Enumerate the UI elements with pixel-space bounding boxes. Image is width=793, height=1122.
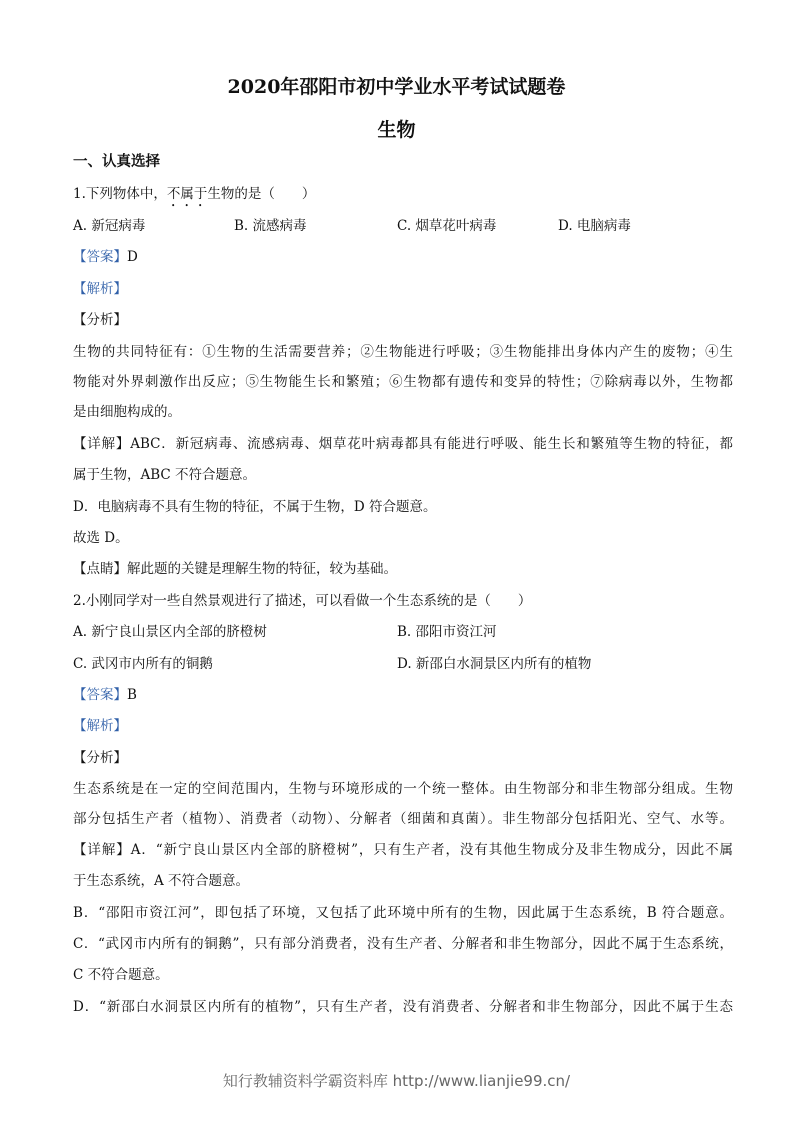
- q1-detail-line: 属于生物，ABC 不符合题意。: [73, 467, 257, 483]
- q2-option-b: B. 邵阳市资江河: [397, 624, 497, 640]
- q2-answer: [73, 683, 733, 703]
- q1-detail-line: 【详解】ABC．新冠病毒、流感病毒、烟草花叶病毒都具有能进行呼吸、能生长和繁殖等生物的特征，都: [73, 436, 733, 452]
- q1-emphasis: 不属于: [166, 186, 208, 202]
- q2-detail-line: C 不符合题意。: [73, 967, 169, 983]
- q2-detail-line: 【详解】A．“新宁良山景区内全部的脐橙树”，只有生产者，没有其他生物成分及非生物成分，因此不属: [73, 842, 733, 858]
- q2-fenxi-tag: 【分析】: [73, 750, 127, 766]
- q2-detail-line: C．“武冈市内所有的铜鹅”，只有部分消费者，没有生产者、分解者和非生物部分，因此不属于生态系统，: [73, 936, 733, 952]
- q1-detail-line: D．电脑病毒不具有生物的特征，不属于生物，D 符合题意。: [73, 499, 437, 515]
- q2-detail-line: D．“新邵白水洞景区内所有的植物”，只有生产者，没有消费者、分解者和非生物部分，因此不属于生态: [73, 999, 733, 1015]
- q2-option-d: D. 新邵白水洞景区内所有的植物: [397, 656, 592, 672]
- q1-option-a: A. 新冠病毒: [73, 218, 146, 234]
- answer-tag: 【答案】: [73, 687, 127, 703]
- answer-value: B: [127, 687, 137, 703]
- q2-analysis-line: 部分包括生产者（植物）、消费者（动物）、分解者（细菌和真菌）。非生物部分包括阳光、空气、水等。: [73, 811, 733, 827]
- q1-analysis-line: 是由细胞构成的。: [73, 404, 181, 420]
- answer-tag: 【答案】: [73, 249, 127, 265]
- q2-detail-line: B．“邵阳市资江河”，即包括了环境，又包括了此环境中所有的生物，因此属于生态系统，B 符合题意。: [73, 905, 733, 921]
- q1-fenxi-tag: 【分析】: [73, 312, 127, 328]
- page-title: 2020年邵阳市初中学业水平考试试题卷: [227, 76, 566, 98]
- q1-analysis-line: 生物的共同特征有：①生物的生活需要营养；②生物能进行呼吸；③生物能排出身体内产生的废物；④生: [73, 344, 733, 360]
- q1-suffix: 生物的是（ ）: [207, 186, 316, 202]
- answer-value: D: [127, 249, 138, 265]
- q1-option-b: B. 流感病毒: [234, 218, 307, 234]
- q1-answer: [73, 245, 733, 265]
- q1-prefix: 1.下列物体中，: [73, 186, 167, 202]
- q1-detail-line: 【点睛】解此题的关键是理解生物的特征，较为基础。: [73, 561, 397, 577]
- question-1-stem: [73, 182, 733, 210]
- q1-detail-line: 故选 D。: [73, 530, 129, 546]
- q1-option-d: D. 电脑病毒: [558, 218, 631, 234]
- question-2-stem: 2.小刚同学对一些自然景观进行了描述，可以看做一个生态系统的是（ ）: [73, 593, 532, 609]
- q2-jiexi-tag: 【解析】: [73, 718, 127, 734]
- page-footer: 知行教辅资料学霸资料库 http://www.lianjie99.cn/: [222, 1072, 571, 1090]
- q1-analysis-line: 物能对外界刺激作出反应；⑤生物能生长和繁殖；⑥生物都有遗传和变异的特性；⑦除病毒以外，生物都: [73, 374, 733, 390]
- q2-detail-line: 于生态系统，A 不符合题意。: [73, 873, 250, 889]
- q2-analysis-line: 生态系统是在一定的空间范围内，生物与环境形成的一个统一整体。由生物部分和非生物部分组成。生物: [73, 781, 733, 797]
- q2-option-c: C. 武冈市内所有的铜鹅: [73, 656, 213, 672]
- section-heading: 一、认真选择: [73, 153, 160, 170]
- q1-jiexi-tag: 【解析】: [73, 281, 127, 297]
- page-subtitle: 生物: [377, 119, 416, 141]
- q2-option-a: A. 新宁良山景区内全部的脐橙树: [73, 624, 267, 640]
- q1-option-c: C. 烟草花叶病毒: [397, 218, 497, 234]
